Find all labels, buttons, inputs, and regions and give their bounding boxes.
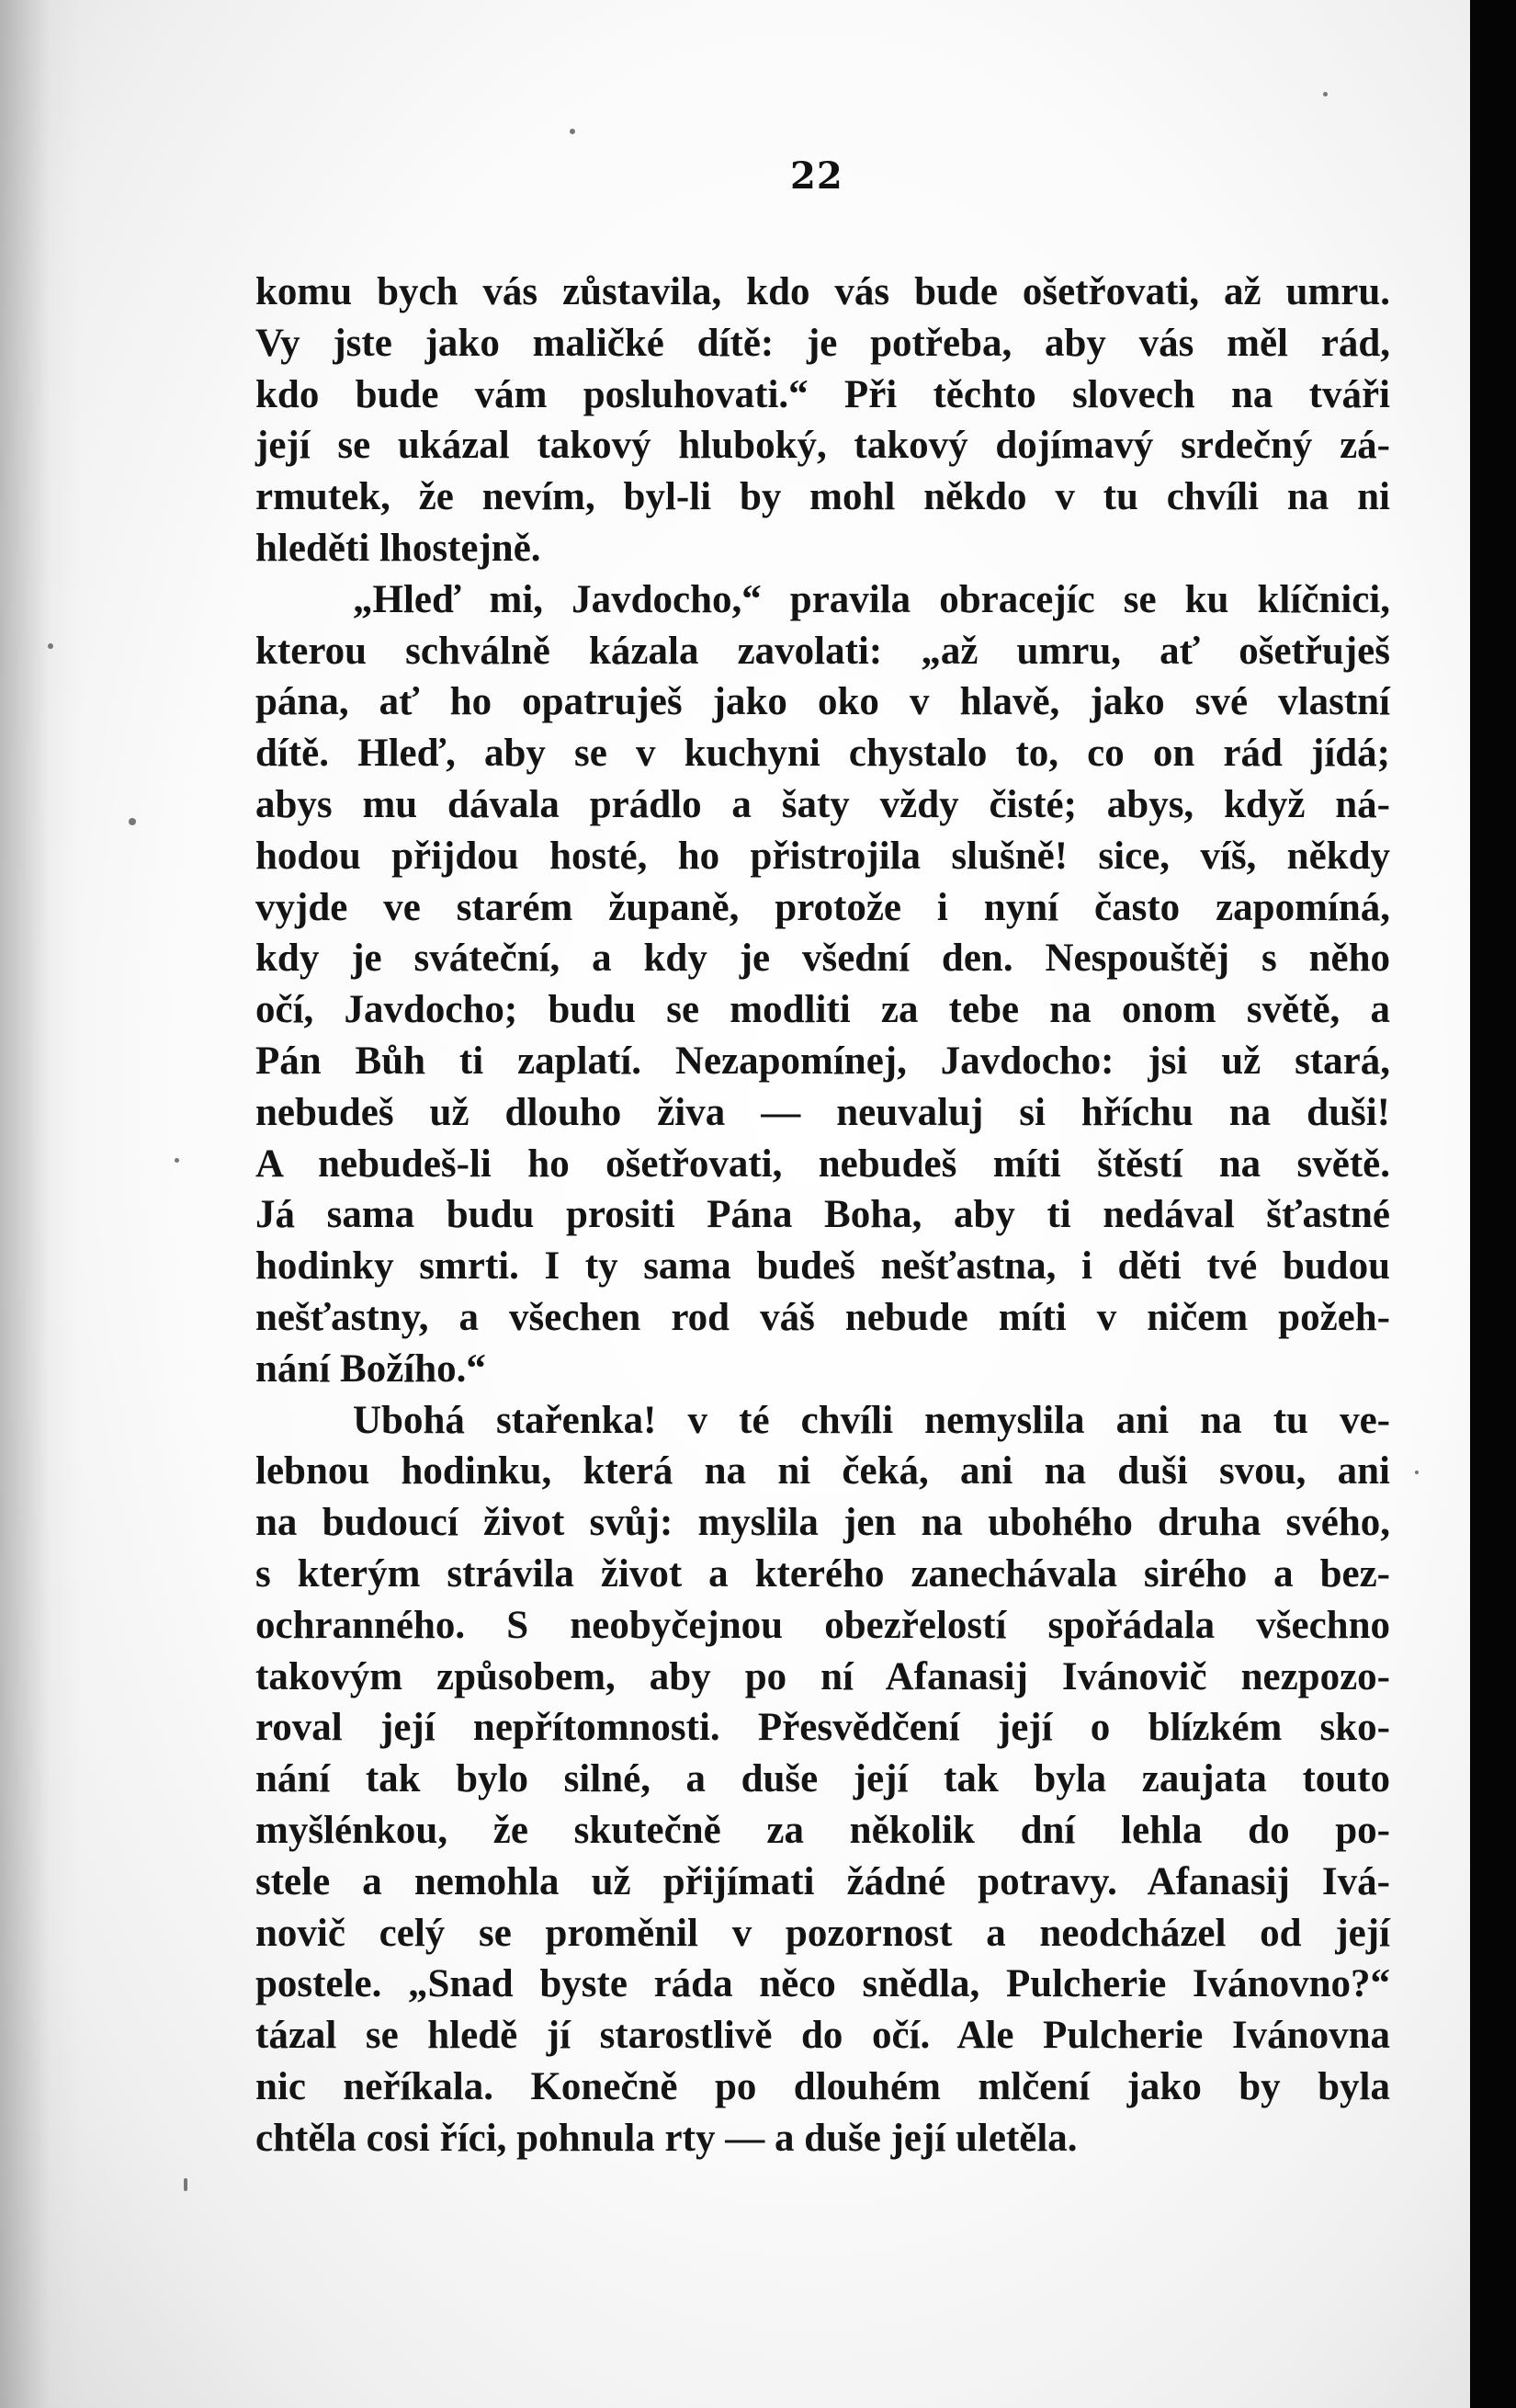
text-line: chtěla cosi říci, pohnula rty — a duše její uletěla. (255, 2116, 1078, 2160)
text-line: „Hleď mi, Javdocho,“ pravila obracejíc se ku klíčnici, (353, 577, 1390, 621)
text-line: nic neříkala. Konečně po dlouhém mlčení jako by byla (255, 2064, 1390, 2108)
text-line: ochranného. S neobyčejnou obezřelostí spořádala všechno (255, 1603, 1390, 1647)
text-line: hodou přijdou hosté, ho přistrojila slušně! sice, víš, někdy (255, 834, 1390, 878)
text-line: nešťastny, a všechen rod váš nebude míti v ničem požeh- (255, 1295, 1390, 1339)
text-line: stele a nemohla už přijímati žádné potravy. Afanasij Ivá- (255, 1859, 1390, 1903)
text-line: lebnou hodinku, která na ni čeká, ani na duši svou, ani (255, 1449, 1390, 1494)
paper-speck (175, 1158, 179, 1163)
text-line: očí, Javdocho; budu se modliti za tebe na onom světě, a (255, 988, 1390, 1032)
text-line: hleděti lhostejně. (255, 526, 541, 570)
text-line: kdo bude vám posluhovati.“ Při těchto slovech na tváři (255, 372, 1390, 416)
text-line: novič celý se proměnil v pozornost a neodcházel od její (255, 1911, 1390, 1955)
body-text (255, 267, 1390, 2164)
text-line: tázal se hledě jí starostlivě do očí. Ale Pulcherie Ivánovna (255, 2014, 1390, 2058)
text-line: hodinky smrti. I ty sama budeš nešťastna, i děti tvé budou (255, 1244, 1390, 1289)
paper-speck (1323, 92, 1328, 97)
paper-speck (184, 2178, 187, 2191)
text-line: Ubohá stařenka! v té chvíli nemyslila ani na tu ve- (353, 1398, 1390, 1442)
paper-speck (1415, 1471, 1419, 1474)
text-line: takovým způsobem, aby po ní Afanasij Ivánovič nezpozo- (255, 1654, 1390, 1698)
text-line: její se ukázal takový hluboký, takový dojímavý srdečný zá- (255, 424, 1390, 468)
text-line: na budoucí život svůj: myslila jen na ubohého druha svého, (255, 1501, 1390, 1545)
text-line: postele. „Snad byste ráda něco snědla, Pulcherie Ivánovno?“ (255, 1962, 1390, 2006)
text-line: Pán Bůh ti zaplatí. Nezapomínej, Javdocho: jsi už stará, (255, 1039, 1390, 1083)
text-line: dítě. Hleď, aby se v kuchyni chystalo to, co on rád jídá; (255, 732, 1390, 776)
text-line: A nebudeš-li ho ošetřovati, nebudeš míti štěstí na světě. (255, 1142, 1390, 1186)
paper-speck (48, 643, 53, 649)
text-line: s kterým strávila život a kterého zanechávala sirého a bez- (255, 1551, 1390, 1596)
text-line: rmutek, že nevím, byl-li by mohl někdo v tu chvíli na ni (255, 475, 1390, 519)
text-line: myšlénkou, že skutečně za několik dní lehla do po- (255, 1808, 1390, 1852)
text-line: vyjde ve starém županě, protože i nyní často zapomíná, (255, 885, 1390, 929)
text-line: nání Božího.“ (255, 1346, 486, 1391)
page-number: 22 (790, 154, 843, 198)
scan-border (1470, 0, 1516, 2408)
text-line: komu bych vás zůstavila, kdo vás bude ošetřovati, až umru. (255, 270, 1390, 313)
paper-speck (129, 818, 136, 825)
text-line: roval její nepřítomnosti. Přesvědčení její o blízkém sko- (255, 1706, 1390, 1750)
text-line: Vy jste jako maličké dítě: je potřeba, aby vás měl rád, (255, 321, 1390, 365)
text-line: kdy je sváteční, a kdy je všední den. Nespouštěj s něho (255, 937, 1390, 981)
text-line: Já sama budu prositi Pána Boha, aby ti nedával šťastné (255, 1193, 1390, 1237)
text-line: pána, ať ho opatruješ jako oko v hlavě, jako své vlastní (255, 680, 1390, 724)
page-edge-shadow (0, 0, 83, 2408)
text-line: nebudeš už dlouho živa — neuvaluj si hříchu na duši! (255, 1090, 1390, 1134)
text-line: kterou schválně kázala zavolati: „až umru, ať ošetřuješ (255, 629, 1390, 673)
text-line: abys mu dávala prádlo a šaty vždy čisté; abys, když ná- (255, 782, 1390, 826)
paper-speck (570, 129, 575, 134)
text-line: nání tak bylo silné, a duše její tak byla zaujata touto (255, 1757, 1390, 1801)
